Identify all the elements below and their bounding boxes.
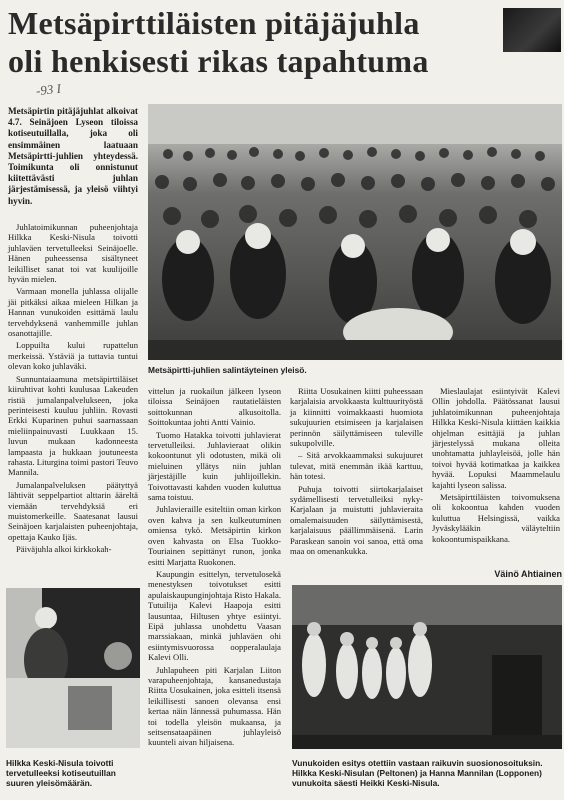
right-photo xyxy=(292,585,562,749)
col3-p3: Puhuja toivotti siirtokarjalaiset sydämellisesti tervetulleiksi nyky-Karjalaan ja muistutti juhlavieraita omalemaisuuden säilyttämisestä, karjalaisuus päällimmäisenä. Larin Paraskean sanoin voi sanoa, että oma maa on omenankukka. xyxy=(290,483,423,557)
column-1 xyxy=(8,222,138,557)
lead-text: Metsäpirtin pitäjäjuhlat alkoivat 4.7. Seinäjoen Lyseon tiloissa kotiseutuillalla, joka oli ensimmäinen laatuaan Metsäpirtti-juhlien yhteydessä. Toimikunta oli onnistunut kiitettävästi juhlan järjestämisessä, ja yleisö viihtyi hyvin. xyxy=(8,106,138,206)
col4-p1: Mieslaulajat esiintyivät Kalevi Ollin johdolla. Päätössanat lausui juhlatoimikunnan puheenjohtaja Hilkka Keski-Nisula kiittäen kaikkia ohjelman esittäjiä ja juhlan järjestelyssä mukana olleita unohtamatta juhlayleisöä, jolle hän toivoi hyvää kotimatkaa ja kaikkea hyvää. Lopuksi Maammelaulu kajahti lyseon salissa. xyxy=(432,386,560,490)
col2-p1: vittelun ja ruokailun jälkeen lyseon tiloissa Seinäjoen rautatieläisten soittokunnan alkusoitolla. Soittokuntaa johti Antti Vainio. xyxy=(148,386,281,428)
col3-p1: Riitta Uosukainen kiitti puheessaan karjalaisia arvokkaasta kulttuurityöstä ja kiinnitti voimakkaasti huomiota sukujuurien etsimiseen ja karjalaisen perinnön säilyttämiseen tuleville sukupolville. xyxy=(290,386,423,449)
lead-paragraph xyxy=(8,106,138,209)
speaker-photo-illustration xyxy=(6,588,140,748)
left-photo xyxy=(6,588,140,748)
corner-photo xyxy=(503,8,561,52)
col1-p2: Varmaan monella juhlassa olijalle jäi pitkäksi aikaa mieleen Hilkan ja Hannan vunukoiden esittämä laulu tervehdyksenä vanhemmille juhlan osanottajille. xyxy=(8,286,138,339)
col1-p6: Päiväjuhla alkoi kirkkokah- xyxy=(16,544,112,555)
headline-line-2: oli henkisesti rikas tapahtuma xyxy=(8,43,429,79)
column-2 xyxy=(148,386,281,750)
left-photo-caption: Hilkka Keski-Nisula toivotti tervetulleeksi kotiseutuillan suuren yleisömäärän. xyxy=(6,758,116,789)
col3-p2: – Sitä arvokkaammaksi sukujuuret tulevat, mitä enemmän ikää karttuu, hän totesi. xyxy=(290,450,423,482)
column-3 xyxy=(290,386,423,559)
col1-p5: Jumalanpalveluksen päätyttyä lähtivät seppelpartiot alttarin ääreltä viemään tervehdyksiä eri muistomerkeille. Saatesanat lausui Seinäjoen karjalaisten puheenjohtaja, opettaja Kauko Ijäs. xyxy=(8,479,138,542)
byline: Väinö Ahtiainen xyxy=(494,569,562,579)
col1-p3: Loppuilta kului rupattelun merkeissä. Ystäviä ja tuttavia tuntui olevan koko juhlaväki. xyxy=(8,340,138,372)
audience-photo-illustration xyxy=(148,104,562,360)
handwritten-note: -93 I xyxy=(35,80,62,99)
col1-p4: Sunnuntaiaamuna metsäpirttiläiset kiiruhtivat kohti kuulusaa Lakeuden ristiä jumalanpalvelukseen, joka perinteisesti kuuluu juhliin. Rovasti Erkki Kuparinen puhui saarnassaan mieliinpainuvasti Luukkaan 15. luvun mukaan kadonneesta lampaasta ja hukkaan joutuneesta rahasta. Liturgina toimi pastori Teuvo Mannila. xyxy=(8,373,138,478)
main-photo xyxy=(148,104,562,360)
col2-p4: Kaupungin esittelyn, tervetulosekä menestyksen toivotukset esitti apulaiskaupunginjohtaja Risto Hakala. Tutuilija Kalevi Haapoja esitti lausuntaa, Hiltusen yhtye esiintyi. Eipä juhlassa unohdettu Vaasan marssiakaan, minkä juhlaväen ohi esiintymisvuorossa oopperalaulaja Kalevi Olli. xyxy=(148,568,281,663)
col2-p3: Juhlavieraille esiteltiin oman kirkon oven kahva ja sen kulkeutuminen omiensa tykö. Metsäpirtin kirkon oven kahvasta on Elsa Tuokko-Touriainen sepittänyt runon, jonka esitti Marjatta Ruokonen. xyxy=(148,504,281,567)
col1-p1: Juhlatoimikunnan puheenjohtaja Hilkka Keski-Nisula toivotti juhlaväen tervetulleeksi Seinäjoelle. Hänen puheessensa sisältyneet leikilliset sanat toi vat kuulijoille hyvän mielen. xyxy=(8,222,138,285)
column-4 xyxy=(432,386,560,546)
col2-p2: Tuomo Hatakka toivotti juhlavierat tervetulleiksi. Juhlavieraat olikin kokoontunut yli odotusten, mikä oli mieluinen yllätys niin juhlan järjestäjille kuin juhlijoillekin. Toivottavasti kahden vuoden kuluttua sama toistuu. xyxy=(148,429,281,503)
col4-p2: Metsäpirttiläisten toivomuksena oli kokoontua kahden vuoden kuluttua Helsingissä, vaikka Jyväskylääkin väläyteltiin kokoontumispaikkana. xyxy=(432,492,560,544)
headline xyxy=(8,4,503,80)
performers-photo-illustration xyxy=(292,585,562,749)
right-photo-caption: Vunukoiden esitys otettiin vastaan raikuvin suosionosoituksin. Hilkka Keski-Nisulan (Peltonen) ja Hanna Mannilan (Lopponen) vunukoita säesti Heikki Keski-Nisula. xyxy=(292,758,543,789)
headline-line-1: Metsäpirttiläisten pitäjäjuhla xyxy=(8,5,420,41)
main-photo-caption: Metsäpirtti-juhlien salintäyteinen yleisö. xyxy=(148,365,307,375)
col2-p5: Juhlapuheen piti Karjalan Liiton varapuheenjohtaja, kansanedustaja Riitta Uosukainen, joka esitteli itsensä leikillisesti sanoen olevansa ensi kertaa näin lännessä puhumassa. Hän toi todella yleisön mukaansa, ja seitsensataapäinen juhlayleisö kuunteli aivan hiljaisena. xyxy=(148,664,281,748)
